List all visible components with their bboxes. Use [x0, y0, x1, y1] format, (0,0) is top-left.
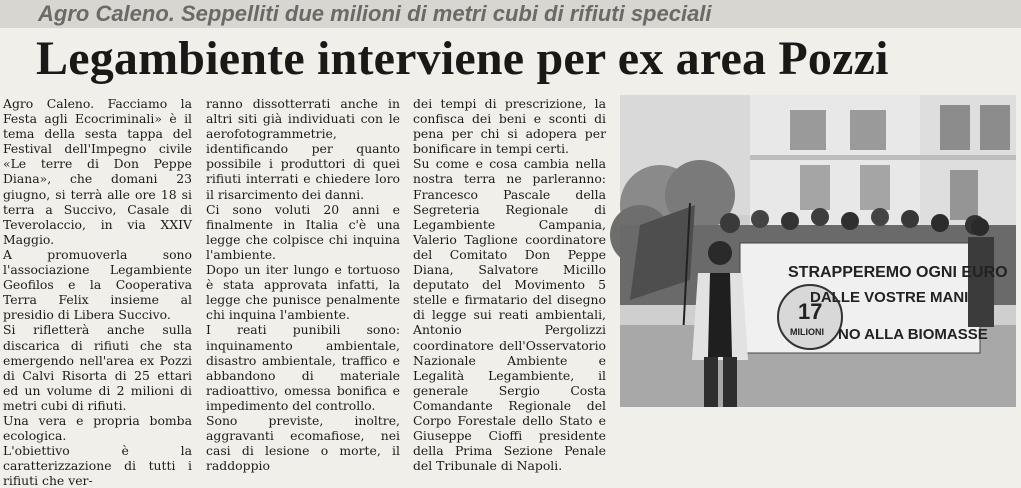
article-column-3: [413, 96, 606, 474]
badge-number: 17: [798, 299, 823, 324]
paragraph: Dopo un iter lungo e tortuoso è stata approvata infatti, la legge che punisce penalmente chi inquina l'ambiente.: [206, 262, 400, 323]
paragraph: L'obiettivo è la caratterizzazione di tutti i rifiuti che ver-: [3, 443, 192, 488]
banner-text-line-3: NO ALLA BIOMASSE: [838, 326, 988, 343]
badge-word: MILIONI: [790, 327, 824, 337]
paragraph: Ci sono voluti 20 anni e finalmente in Italia c'è una legge che colpisce chi inquina l'ambiente.: [206, 201, 400, 262]
banner-text-line-2: DALLE VOSTRE MANI: [810, 289, 969, 306]
banner-text-line-1: STRAPPEREMO OGNI EURO: [788, 264, 1008, 281]
paragraph: dei tempi di prescrizione, la confisca dei beni e sconti di pena per chi si adopera per bonificare in tempi certi.: [413, 96, 606, 157]
kicker: Agro Caleno. Seppelliti due milioni di metri cubi di rifiuti speciali: [0, 0, 1021, 28]
paragraph: Si rifletterà anche sulla discarica di rifiuti che sta emergendo nell'area ex Pozzi di Calvi Risorta di 25 ettari ed un volume di 2 milioni di metri cubi di rifiuti.: [3, 322, 192, 413]
protest-photo: [620, 95, 1016, 407]
paragraph: Una vera e propria bomba ecologica.: [3, 412, 192, 444]
paragraph: Agro Caleno. Facciamo la Festa agli Ecocriminali» è il tema della sesta tappa del Festival dell'Impegno civile «Le terre di Don Peppe Diana», che domani 23 giugno, si terrà alle ore 18 si terra a Succivo, Casale di Teverolaccio, in via XXIV Maggio.: [3, 96, 192, 247]
article-column-2: [206, 96, 400, 474]
paragraph: Sono previste, inoltre, aggravanti ecomafiose, nei casi di lesione o morte, il raddoppio: [206, 412, 400, 474]
paragraph: A promuoverla sono l'associazione Legambiente Geofilos e la Cooperativa Terra Felix insieme al presidio di Libera Succivo.: [3, 246, 192, 323]
article-column-1: [3, 96, 192, 488]
headline: Legambiente interviene per ex area Pozzi: [36, 32, 889, 85]
paragraph: I reati punibili sono: inquinamento ambientale, disastro ambientale, traffico e abbandono di materiale radioattivo, omessa bonifica e impedimento del controllo.: [206, 322, 400, 413]
protest-photo-illustration: [620, 95, 1016, 407]
paragraph: Su come e cosa cambia nella nostra terra ne parleranno: Francesco Pascale della Segreteria Regionale di Legambiente Campania, Valerio Taglione coordinatore del Comitato Don Peppe Diana, Salvatore Micillo deputato del Movimento 5 stelle e firmatario del disegno di legge sui reati ambientali, Antonio Pergolizzi coordinatore dell'Osservatorio Nazionale Ambiente e Legalità Legambiente, il generale Sergio Costa Comandante Regionale del Corpo Forestale dello Stato e Giuseppe Cioffi presidente della Prima Sezione Penale del Tribunale di Napoli.: [413, 156, 606, 474]
paragraph: ranno dissotterrati anche in altri siti già individuati con le aerofotogrammetrie, identificando per quanto possibile i produttori di quei rifiuti interrati e chiedere loro il risarcimento dei danni.: [206, 96, 400, 202]
